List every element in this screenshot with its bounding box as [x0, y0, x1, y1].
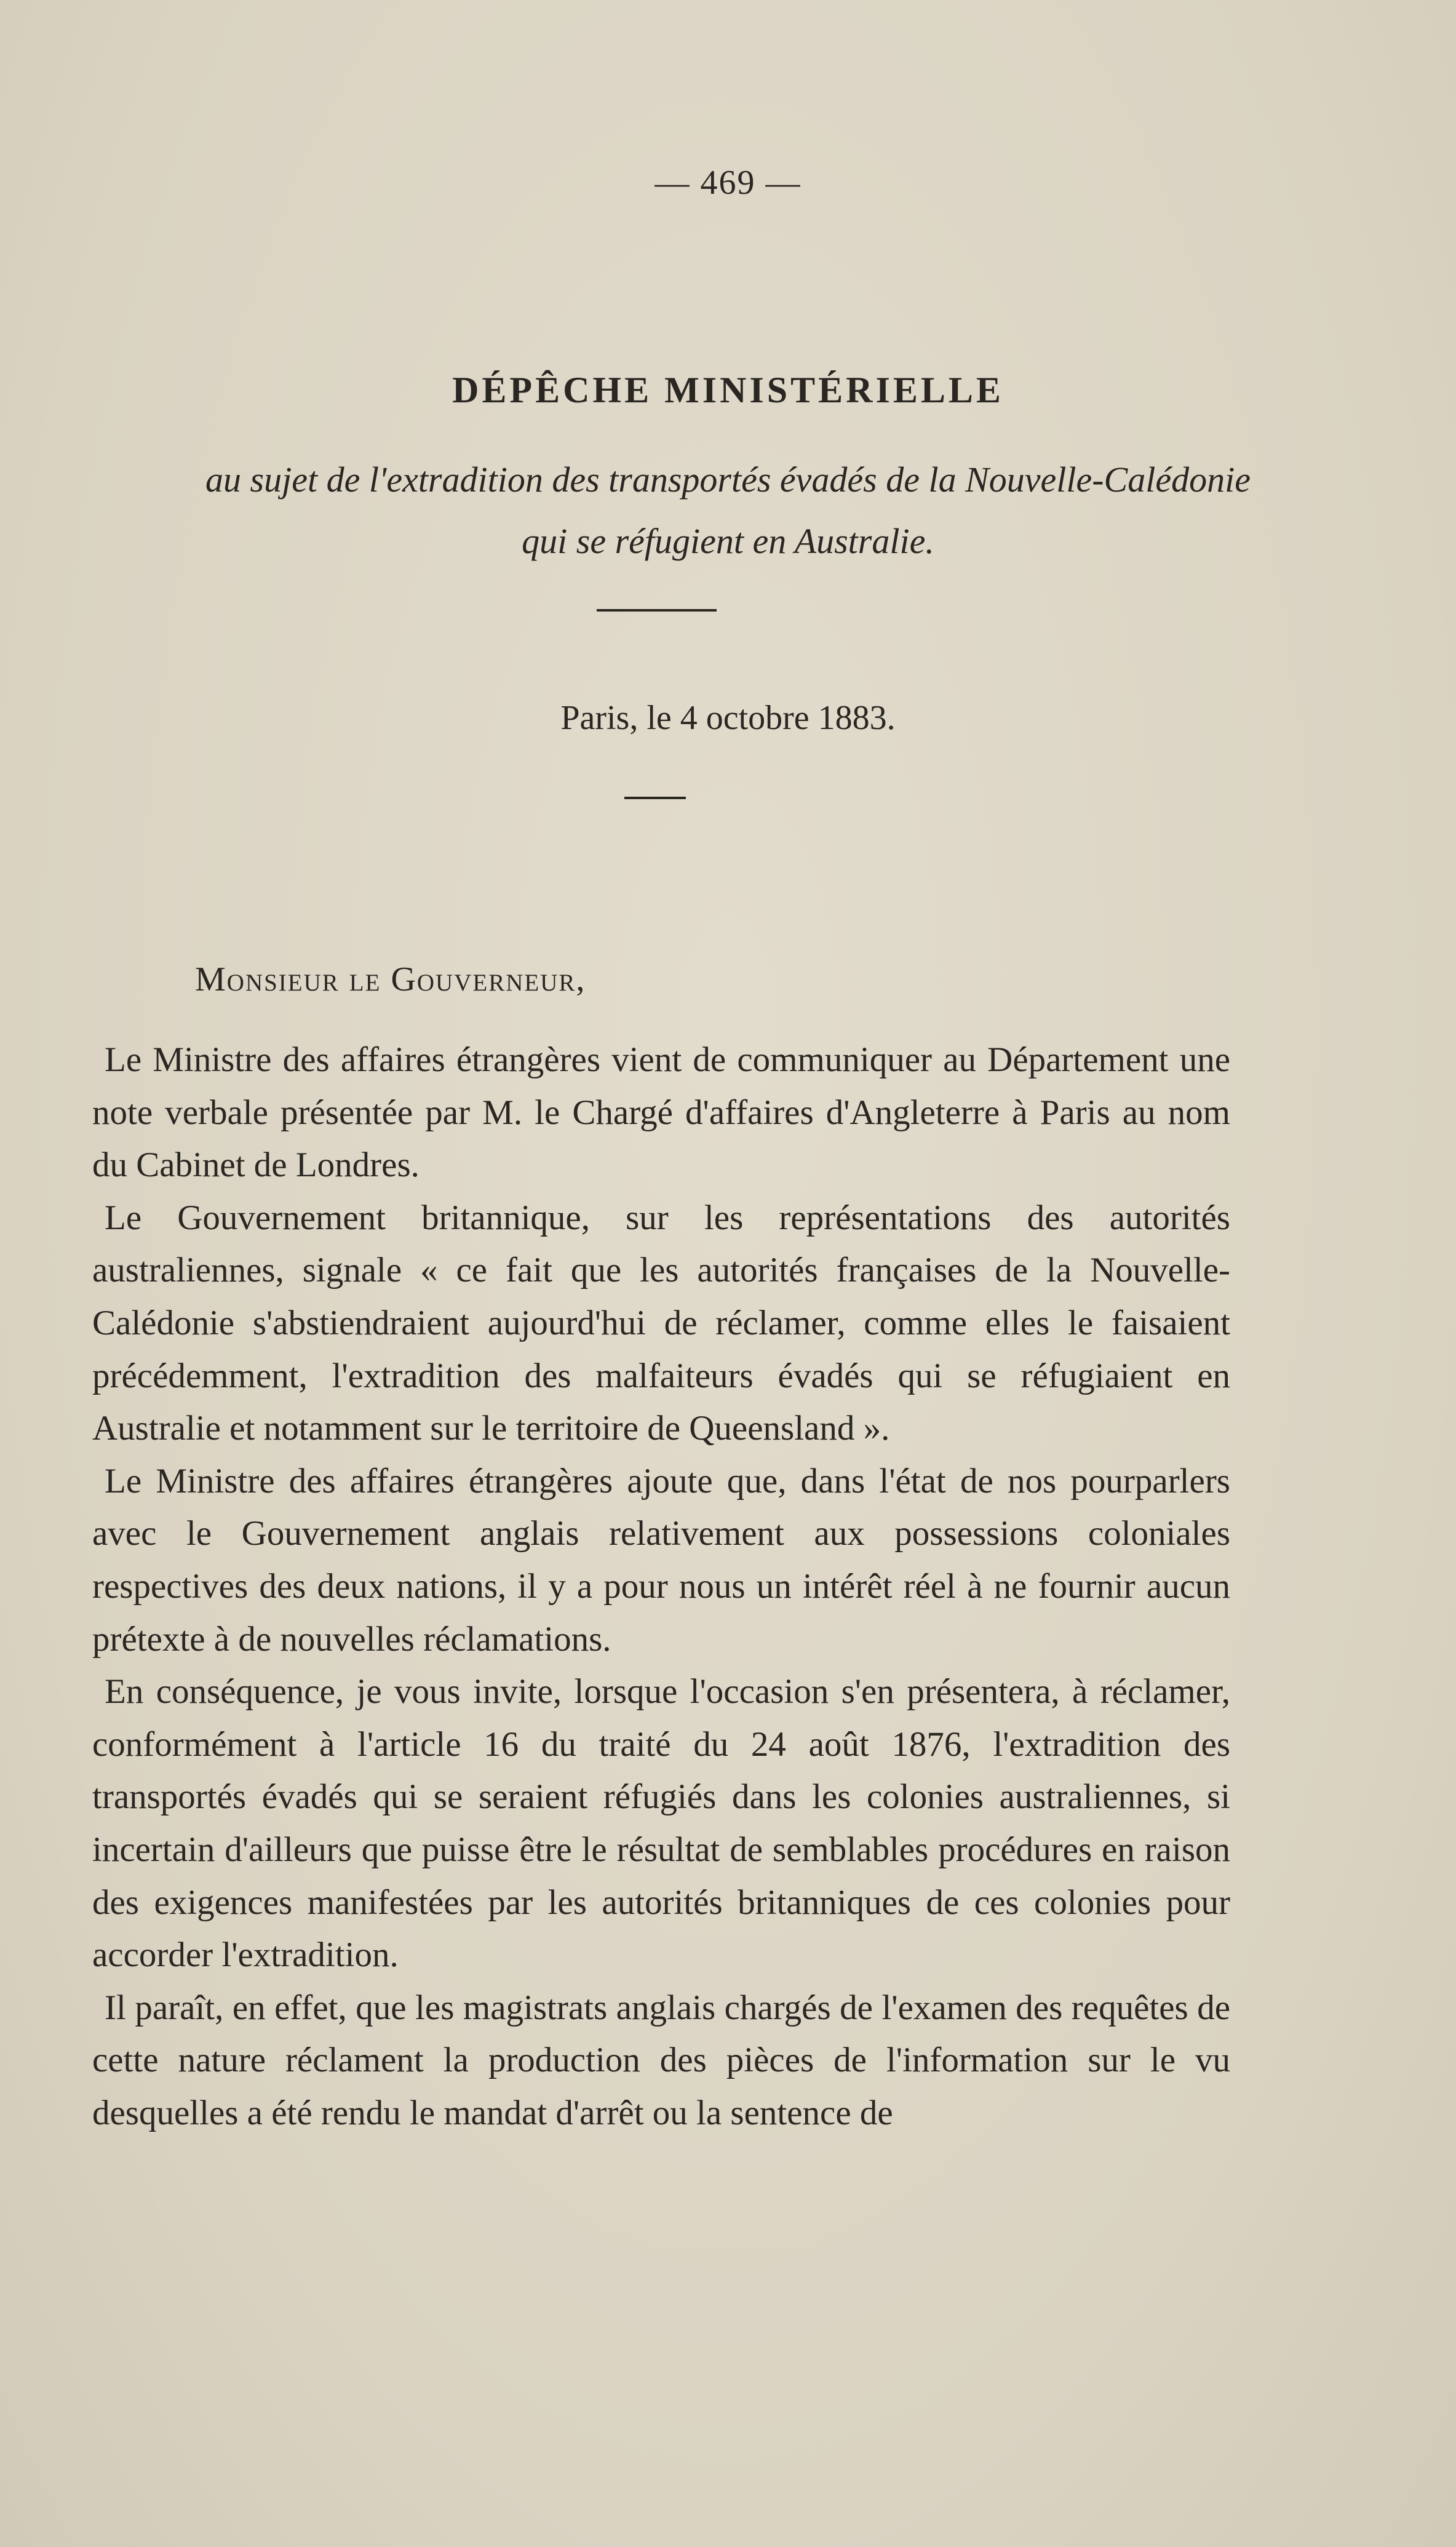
paragraph: Le Ministre des affaires étrangères vient de communiquer au Département une note verbale présentée par M. le Chargé d'affaires d'Angleterre à Paris au nom du Cabinet de Londres.: [92, 1040, 1230, 1185]
document-heading: DÉPÊCHE MINISTÉRIELLE: [452, 370, 1004, 410]
paragraph: En conséquence, je vous invite, lorsque l'occasion s'en présentera, à réclamer, conformément à l'article 16 du traité du 24 août 1876, l'extradition des transportés évadés qui se seraient réfugiés dans les colonies australiennes, si incertain d'ailleurs que puisse être le résultat de semblables procédures en raison des exigences manifestées par les autorités britanniques de ces colonies pour accorder l'extradition.: [92, 1672, 1230, 1975]
separator-rule: [597, 609, 717, 612]
paragraph: Il paraît, en effet, que les magistrats anglais chargés de l'examen des requêtes de cette nature réclament la production des pièces de l'information sur le vu desquelles a été rendu le mandat d'arrêt ou la sentence de: [92, 1988, 1230, 2132]
subheading-line-1: au sujet de l'extradition des transportés évadés de la Nouvelle-Calédonie: [205, 460, 1251, 500]
salutation: Monsieur le Gouverneur,: [195, 960, 586, 998]
paragraph: Le Gouvernement britannique, sur les représentations des autorités australiennes, signale « ce fait que les autorités françaises de la Nouvelle-Calédonie s'abstiendraient aujourd'hui de réclamer, comme elles le faisaient précédemment, l'extradition des malfaiteurs évadés qui se réfugiaient en Australie et notamment sur le territoire de Queensland ».: [92, 1198, 1230, 1448]
separator-rule-short: [624, 797, 686, 799]
paragraph: Le Ministre des affaires étrangères ajoute que, dans l'état de nos pourparlers avec le Gouvernement anglais relativement aux possessions coloniales respectives des deux nations, il y a pour nous un intérêt réel à ne fournir aucun prétexte à de nouvelles réclamations.: [92, 1461, 1230, 1659]
dateline: Paris, le 4 octobre 1883.: [560, 699, 896, 737]
letter-body: [92, 1034, 1230, 2139]
document-subheading: [92, 449, 1364, 572]
subheading-line-2: qui se réfugient en Australie.: [522, 521, 934, 561]
page-number: — 469 —: [654, 164, 802, 202]
